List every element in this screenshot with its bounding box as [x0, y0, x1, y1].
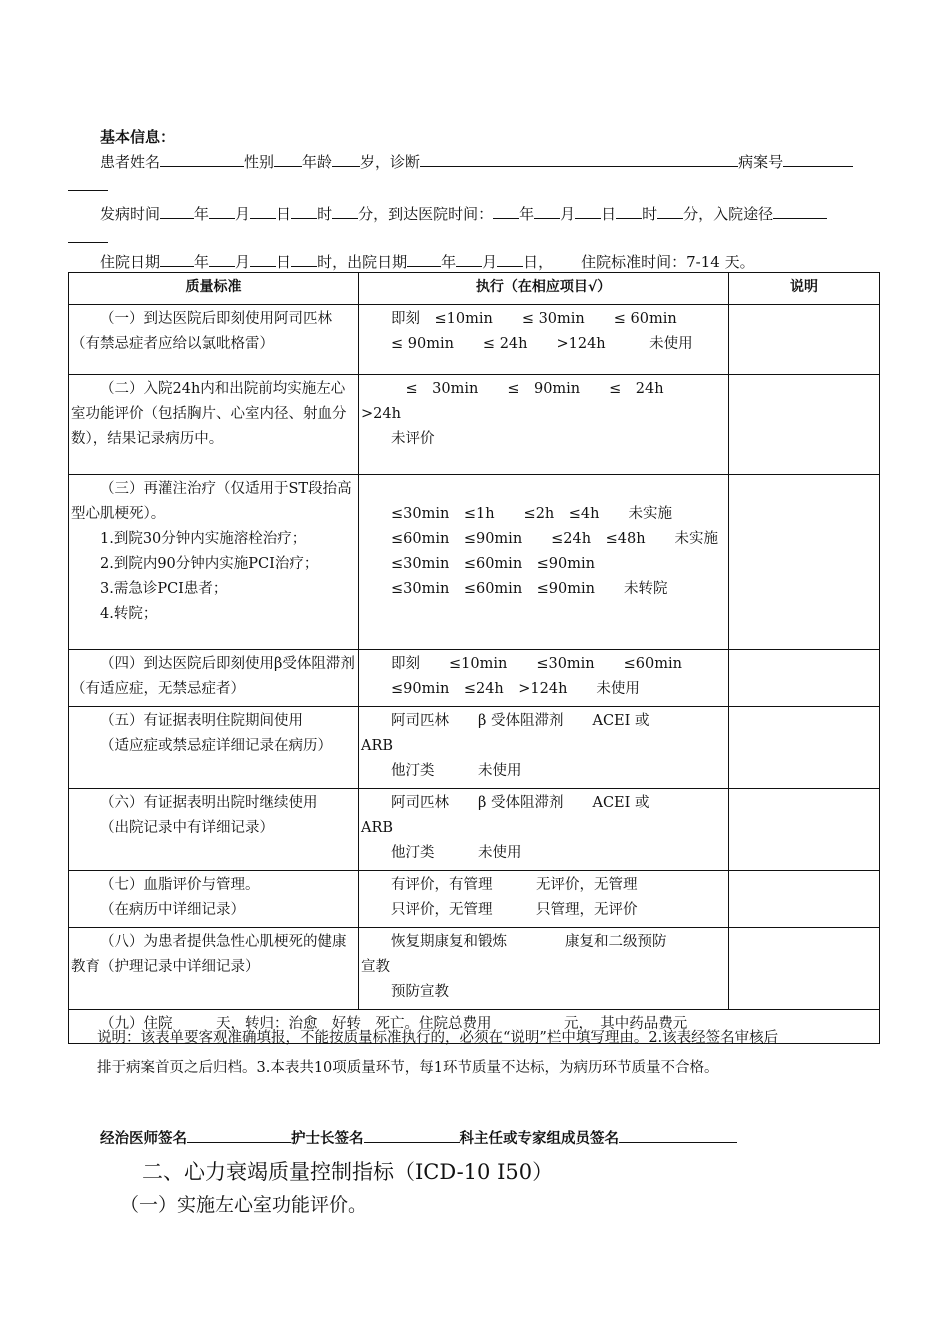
table-row [69, 707, 880, 789]
basic-info-line2 [100, 202, 827, 225]
header-execution: 执行（在相应项目√） [359, 273, 729, 305]
director-signature-field[interactable] [619, 1126, 737, 1143]
table-row [69, 375, 880, 475]
discharge-day-field[interactable] [497, 250, 523, 267]
month-label: 月 [560, 205, 576, 223]
age-label: 年龄 [302, 153, 333, 171]
standard-cell [69, 650, 359, 707]
admission-route-field[interactable] [773, 202, 827, 219]
line1-wrap [68, 174, 108, 197]
standard-text: 4.转院； [100, 606, 158, 622]
standard-text: （适应症或禁忌症详细记录在病历） [100, 738, 332, 754]
arrival-minute-field[interactable] [657, 202, 683, 219]
execution-cell[interactable] [359, 707, 729, 789]
execution-options[interactable]: ≤60min ≤90min ≤24h ≤48h 未实施 [391, 531, 719, 547]
age-field[interactable] [332, 150, 360, 167]
doctor-signature-label: 经治医师签名 [100, 1131, 187, 1147]
admit-hour-field[interactable] [291, 250, 317, 267]
execution-options[interactable]: ARB [361, 820, 394, 836]
onset-month-field[interactable] [209, 202, 235, 219]
diagnosis-field[interactable] [420, 150, 738, 167]
month-label: 月 [482, 253, 498, 271]
standard-text: （三）再灌注治疗（仅适用于ST段抬高型心肌梗死）。 [71, 481, 352, 522]
gender-field[interactable] [274, 150, 302, 167]
standard-text: （在病历中详细记录） [100, 902, 245, 918]
month-label: 月 [235, 253, 251, 271]
hour-label: 时 [642, 205, 658, 223]
standard-text: 1.到院30分钟内实施溶栓治疗； [100, 531, 307, 547]
standard-cell [69, 928, 359, 1010]
standard-text: （六）有证据表明出院时继续使用 [100, 795, 318, 811]
final-row-text: （九）住院 天，转归：治愈 好转 死亡。住院总费用 元， 其中药品费元 [100, 1016, 688, 1032]
arrival-hour-field[interactable] [616, 202, 642, 219]
standard-text: （五）有证据表明住院期间使用 [100, 713, 303, 729]
doctor-signature-field[interactable] [187, 1126, 291, 1143]
standard-text: （四）到达医院后即刻使用β受体阻滞剂（有适应症，无禁忌症者） [71, 656, 355, 697]
standard-text: （七）血脂评价与管理。 [100, 877, 260, 893]
signature-line [100, 1126, 737, 1148]
basic-info-line3 [100, 250, 755, 273]
execution-options[interactable]: ≤30min ≤1h ≤2h ≤4h 未实施 [391, 506, 672, 522]
execution-options[interactable]: ≤ 90min ≤ 24h >124h 未使用 [391, 336, 693, 352]
year-label: 年 [194, 253, 210, 271]
table-row [69, 928, 880, 1010]
execution-options[interactable]: 未评价 [391, 431, 435, 447]
execution-options[interactable]: 阿司匹林 β 受体阻滞剂 ACEI 或 [391, 795, 650, 811]
arrival-month-field[interactable] [534, 202, 560, 219]
standard-text: （二）入院24h内和出院前均实施左心室功能评价（包括胸片、心室内径、射血分数），结果记录病历中。 [71, 381, 347, 447]
standard-text: （八）为患者提供急性心肌梗死的健康教育（护理记录中详细记录） [71, 934, 347, 975]
onset-label: 发病时间 [100, 205, 161, 223]
onset-hour-field[interactable] [291, 202, 317, 219]
day-label: 日 [276, 205, 292, 223]
admit-day-field[interactable] [250, 250, 276, 267]
notes-cell[interactable] [729, 871, 880, 928]
notes-cell[interactable] [729, 375, 880, 475]
table-row [69, 475, 880, 650]
standard-stay-text: 住院标准时间：7-14 天。 [581, 253, 755, 271]
notes-cell[interactable] [729, 650, 880, 707]
standard-text: 2.到院内90分钟内实施PCI治疗； [100, 556, 319, 572]
line2-wrap [68, 226, 108, 249]
table-row [69, 650, 880, 707]
execution-options[interactable]: ≤90min ≤24h >124h 未使用 [391, 681, 640, 697]
execution-options[interactable]: 即刻 ≤10min ≤30min ≤60min [391, 656, 682, 672]
section-title: 二、心力衰竭质量控制指标（ICD-10 I50） [142, 1160, 554, 1184]
execution-options[interactable]: 他汀类 未使用 [391, 845, 522, 861]
execution-cell[interactable] [359, 650, 729, 707]
table-row [69, 305, 880, 375]
arrival-label: 分，到达医院时间： [358, 205, 494, 223]
nurse-signature-label: 护士长签名 [291, 1131, 364, 1147]
arrival-day-field[interactable] [575, 202, 601, 219]
standard-cell [69, 305, 359, 375]
name-field[interactable] [160, 150, 244, 167]
notes-cell[interactable] [729, 305, 880, 375]
execution-cell[interactable] [359, 305, 729, 375]
execution-options[interactable]: ≤30min ≤60min ≤90min 未转院 [391, 581, 668, 597]
notes-block [68, 1026, 882, 1080]
notes-cell[interactable] [729, 475, 880, 650]
execution-options[interactable] [361, 477, 726, 502]
year-label: 年 [519, 205, 535, 223]
notes-cell[interactable] [729, 928, 880, 1010]
standard-text: 3.需急诊PCI患者； [100, 581, 228, 597]
execution-options[interactable]: 只评价，无管理 只管理，无评价 [391, 902, 638, 918]
table-row [69, 871, 880, 928]
nurse-signature-field[interactable] [364, 1126, 460, 1143]
execution-options[interactable]: 恢复期康复和锻炼 康复和二级预防 [391, 934, 667, 950]
execution-options[interactable]: 宣教 [361, 959, 390, 975]
admission-route-label: 分，入院途径 [683, 205, 774, 223]
subsection-title: （一）实施左心室功能评价。 [120, 1194, 368, 1216]
execution-cell[interactable] [359, 789, 729, 871]
director-signature-label: 科主任或专家组成员签名 [459, 1131, 619, 1147]
basic-info-line1 [100, 150, 853, 173]
standard-cell [69, 707, 359, 789]
record-number-field[interactable] [783, 150, 853, 167]
execution-options[interactable]: 阿司匹林 β 受体阻滞剂 ACEI 或 [391, 713, 650, 729]
notes-cell[interactable] [729, 707, 880, 789]
onset-minute-field[interactable] [332, 202, 358, 219]
execution-cell[interactable] [359, 475, 729, 650]
execution-cell[interactable] [359, 375, 729, 475]
month-label: 月 [235, 205, 251, 223]
execution-options[interactable]: 即刻 ≤10min ≤ 30min ≤ 60min [391, 311, 677, 327]
standard-cell [69, 375, 359, 475]
note-line-1: 说明：该表单要客观准确填报，不能按质量标准执行的，必须在“说明”栏中填写理由。2.该表经签名审核后 [97, 1030, 779, 1046]
name-label: 患者姓名 [100, 153, 161, 171]
discharge-year-field[interactable] [407, 250, 441, 267]
day-label: 日 [276, 253, 292, 271]
standard-cell [69, 789, 359, 871]
admission-route-field-cont[interactable] [68, 226, 108, 243]
discharge-month-field[interactable] [456, 250, 482, 267]
execution-options[interactable]: ≤ 30min ≤ 90min ≤ 24h [391, 381, 664, 397]
header-notes: 说明 [729, 273, 880, 305]
execution-cell[interactable] [359, 871, 729, 928]
standard-cell [69, 871, 359, 928]
onset-day-field[interactable] [250, 202, 276, 219]
discharge-date-label: 时，出院日期 [317, 253, 408, 271]
day-label: 日 [601, 205, 617, 223]
onset-year-field[interactable] [160, 202, 194, 219]
execution-options[interactable]: 有评价，有管理 无评价，无管理 [391, 877, 638, 893]
execution-options[interactable]: 他汀类 未使用 [391, 763, 522, 779]
note-line-2: 排于病案首页之后归档。3.本表共10项质量环节，每1环节质量不达标，为病历环节质量不合格。 [97, 1060, 719, 1076]
execution-options[interactable]: 预防宣教 [391, 984, 449, 1000]
year-label: 年 [194, 205, 210, 223]
standard-text: （一）到达医院后即刻使用阿司匹林（有禁忌症者应给以氯吡格雷） [71, 311, 332, 352]
record-number-field-cont[interactable] [68, 174, 108, 191]
basic-info-heading: 基本信息： [100, 128, 176, 146]
execution-options[interactable]: ARB [361, 738, 394, 754]
year-label: 年 [441, 253, 457, 271]
arrival-year-field[interactable] [493, 202, 519, 219]
standard-text: （出院记录中有详细记录） [100, 820, 274, 836]
admit-month-field[interactable] [209, 250, 235, 267]
record-number-label: 病案号 [738, 153, 784, 171]
header-standard: 质量标准 [69, 273, 359, 305]
table-row [69, 789, 880, 871]
table-header-row [69, 273, 880, 305]
admit-date-label: 住院日期 [100, 253, 161, 271]
hour-label: 时 [317, 205, 333, 223]
execution-options[interactable]: ≤30min ≤60min ≤90min [391, 556, 595, 572]
standard-cell [69, 475, 359, 650]
admit-year-field[interactable] [160, 250, 194, 267]
notes-cell[interactable] [729, 789, 880, 871]
quality-table [68, 272, 880, 1044]
execution-options[interactable]: >24h [361, 406, 401, 422]
day-label: 日， [523, 253, 554, 271]
gender-label: 性别 [244, 153, 275, 171]
age-unit-label: 岁，诊断 [360, 153, 421, 171]
execution-cell[interactable] [359, 928, 729, 1010]
